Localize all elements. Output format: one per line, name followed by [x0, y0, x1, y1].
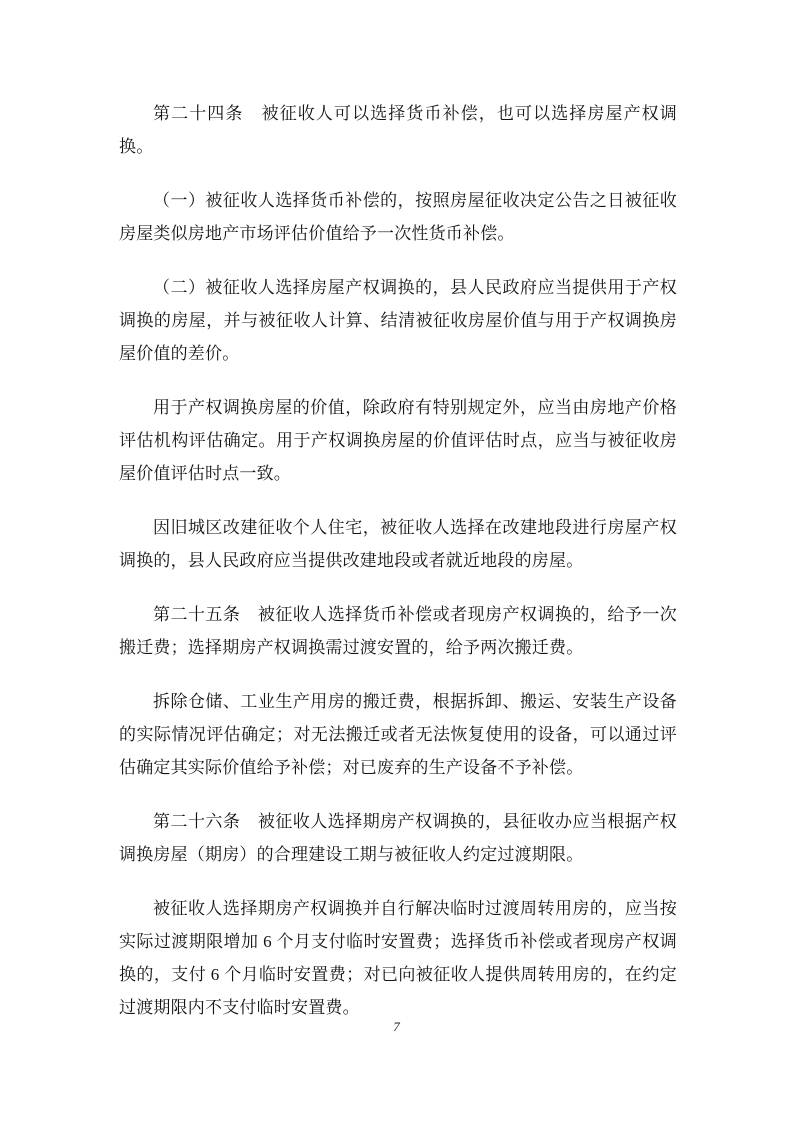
page-footer [0, 1018, 793, 1036]
paragraph-article-24-oldtown: 因旧城区改建征收个人住宅，被征收人选择在改建地段进行房屋产权调换的，县人民政府应当提供改建地段或者就近地段的房屋。 [119, 518, 677, 570]
paragraph-article-25-relocation-fee: 拆除仓储、工业生产用房的搬迁费，根据拆卸、搬运、安装生产设备的实际情况评估确定；对无法搬迁或者无法恢复使用的设备，可以通过评估确定其实际价值给予补偿；对已废弃的生产设备不予补偿。 [119, 692, 677, 777]
paragraph-article-24-item-1: （一）被征收人选择货币补偿的，按照房屋征收决定公告之日被征收房屋类似房地产市场评估价值给予一次性货币补偿。 [119, 191, 677, 243]
paragraph-article-24: 第二十四条 被征收人可以选择货币补偿，也可以选择房屋产权调换。 [119, 104, 677, 156]
paragraph-article-24-valuation: 用于产权调换房屋的价值，除政府有特别规定外，应当由房地产价格评估机构评估确定。用于产权调换房屋的价值评估时点，应当与被征收房屋价值评估时点一致。 [119, 398, 677, 483]
paragraph-article-26-transition: 被征收人选择期房产权调换并自行解决临时过渡周转用房的，应当按实际过渡期限增加 6 个月支付临时安置费；选择货币补偿或者现房产权调换的，支付 6 个月临时安置费；对已向被征收人提供周转用房的，在约定过渡期限内不支付临时安置费。 [119, 899, 677, 1017]
page-number: 7 [393, 1019, 400, 1034]
paragraph-article-25: 第二十五条 被征收人选择货币补偿或者现房产权调换的，给予一次搬迁费；选择期房产权调换需过渡安置的，给予两次搬迁费。 [119, 605, 677, 657]
paragraph-article-26: 第二十六条 被征收人选择期房产权调换的，县征收办应当根据产权调换房屋（期房）的合理建设工期与被征收人约定过渡期限。 [119, 812, 677, 864]
paragraph-article-24-item-2: （二）被征收人选择房屋产权调换的，县人民政府应当提供用于产权调换的房屋，并与被征收人计算、结清被征收房屋价值与用于产权调换房屋价值的差价。 [119, 278, 677, 363]
document-body [119, 97, 677, 1045]
